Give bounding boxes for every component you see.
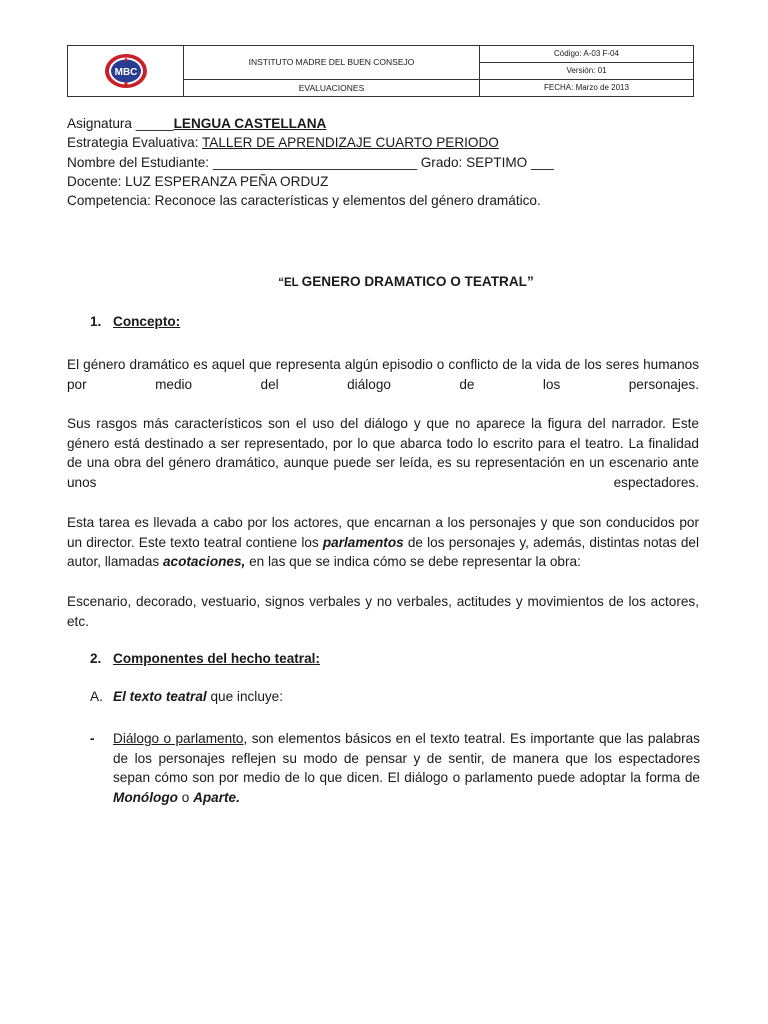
section-components-heading bbox=[90, 651, 320, 666]
subject-value: LENGUA CASTELLANA bbox=[173, 116, 327, 131]
strategy-value: TALLER DE APRENDIZAJE CUARTO PERIODO bbox=[202, 135, 499, 151]
student-name-line: Nombre del Estudiante: ___________________________ Grado: SEPTIMO ___ bbox=[67, 154, 554, 170]
text-run: de los personajes y, además, distintas notas del autor, llamadas bbox=[67, 534, 699, 570]
bullet-dash: - bbox=[90, 731, 95, 746]
text-run: en las que se indica cómo se debe representar la obra: bbox=[245, 554, 581, 570]
paragraph-elements: Escenario, decorado, vestuario, signos verbales y no verbales, actitudes y movimientos de los actores, etc. bbox=[67, 594, 699, 629]
text-run: , son elementos básicos en el texto teatral. Es importante que las palabras de los personajes reflejen su modo de pensar y de sentir, de manera que los espectadores sepan cómo son por medio de lo que dicen. El diálogo o parlamento puede adoptar la forma de bbox=[113, 731, 700, 786]
header-table bbox=[67, 45, 694, 97]
dialogue-list-item bbox=[90, 729, 700, 808]
section-concept-heading bbox=[90, 314, 180, 329]
page-title bbox=[0, 274, 768, 289]
strategy-line bbox=[67, 133, 707, 152]
paragraph-actors bbox=[67, 513, 699, 572]
text-run: o bbox=[177, 790, 194, 806]
term-aparte: Aparte. bbox=[193, 790, 240, 806]
paragraph-definition: El género dramático es aquel que representa algún episodio o conflicto de la vida de los seres humanos por medio del diálogo de los personajes. bbox=[67, 357, 699, 392]
student-info-block bbox=[67, 114, 707, 210]
section-number: 1. bbox=[90, 314, 102, 329]
section-title: Componentes del hecho teatral: bbox=[113, 651, 320, 666]
term-dialogo: Diálogo o parlamento bbox=[113, 731, 244, 746]
text-run: Esta tarea es llevada a cabo por los actores, que encarnan a los personajes y que son conducidos por un director. Este texto teatral contiene los bbox=[67, 515, 699, 550]
document-date: FECHA: Marzo de 2013 bbox=[480, 79, 694, 96]
term-monologo: Monólogo bbox=[113, 790, 178, 806]
document-version: Versión: 01 bbox=[480, 62, 694, 79]
competence-line: Competencia: Reconoce las características y elementos del género dramático. bbox=[67, 193, 541, 209]
dialogue-description bbox=[113, 729, 700, 808]
crest-lettering: MBC bbox=[114, 67, 137, 78]
subject-line bbox=[67, 114, 707, 133]
strategy-label: Estrategia Evaluativa: bbox=[67, 135, 203, 151]
term-parlamentos: parlamentos bbox=[322, 534, 404, 550]
list-item-a bbox=[90, 689, 283, 704]
subject-label: Asignatura _____ bbox=[67, 116, 174, 131]
section-number: 2. bbox=[90, 651, 102, 666]
document-type: EVALUACIONES bbox=[184, 79, 480, 96]
item-text: que incluye: bbox=[206, 689, 284, 704]
paragraph-characteristics: Sus rasgos más característicos son el uso del diálogo y que no aparece la figura del narrador. Este género está destinado a ser representado, por lo que abarca todo lo escrito para el teatro. La finalidad de una obra del género dramático, aunque puede ser leída, es su representación en un escenario ante unos espectadores. bbox=[67, 416, 699, 491]
school-crest-icon bbox=[103, 51, 149, 91]
title-main: GENERO DRAMATICO O TEATRAL” bbox=[301, 274, 534, 289]
term-acotaciones: acotaciones, bbox=[162, 554, 246, 570]
institution-name: INSTITUTO MADRE DEL BUEN CONSEJO bbox=[184, 46, 480, 80]
title-prefix: “EL bbox=[278, 277, 302, 289]
logo-cell bbox=[68, 46, 184, 97]
teacher-line: Docente: LUZ ESPERANZA PEÑA ORDUZ bbox=[67, 173, 329, 189]
section-title: Concepto: bbox=[113, 314, 181, 329]
document-code: Código: A-03 F-04 bbox=[480, 46, 694, 63]
item-term: El texto teatral bbox=[113, 689, 207, 704]
item-letter: A. bbox=[90, 689, 103, 704]
